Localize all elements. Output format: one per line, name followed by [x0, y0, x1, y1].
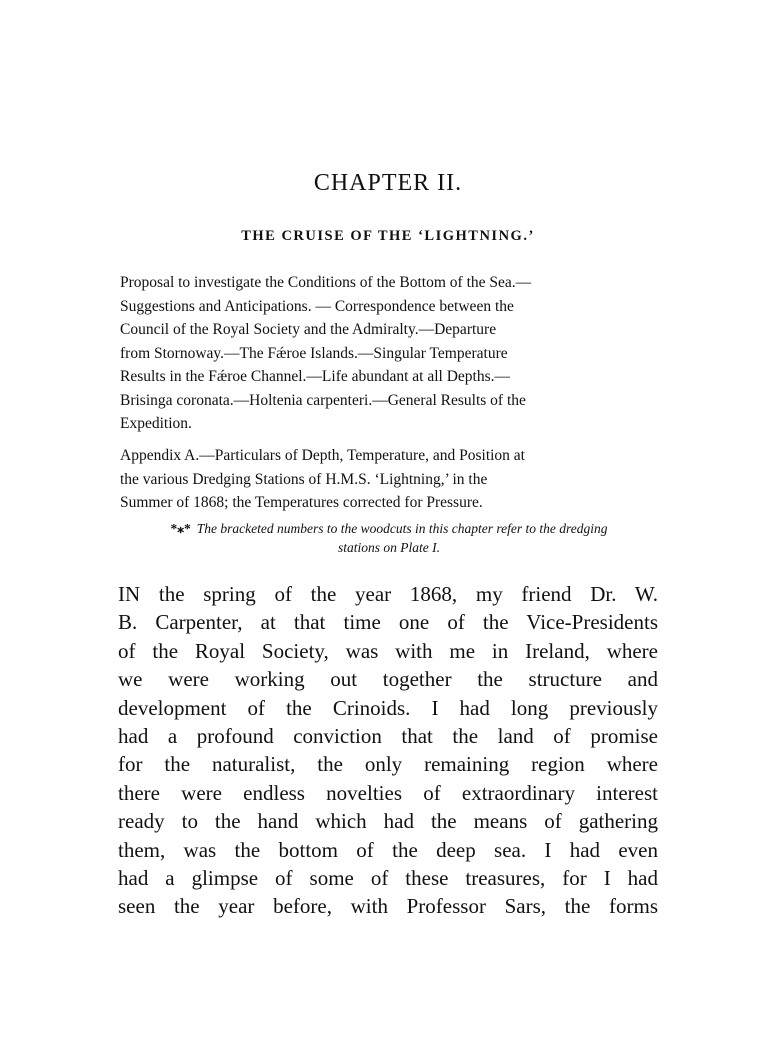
plate-note — [120, 519, 658, 557]
synopsis-line: Results in the Fǽroe Channel.—Life abundant at all Depths.— — [120, 368, 511, 385]
appendix-line: Summer of 1868; the Temperatures corrected for Pressure. — [120, 494, 483, 511]
synopsis-paragraph — [120, 271, 658, 436]
body-line: B. Carpenter, at that time one of the Vice-Presidents — [118, 610, 658, 635]
body-line: had a profound conviction that the land of promise — [118, 724, 658, 749]
body-line: IN the spring of the year 1868, my friend Dr. W. — [118, 582, 658, 606]
appendix-line: Appendix A.—Particulars of Depth, Temperature, and Position at — [120, 447, 525, 464]
chapter-subtitle: THE CRUISE OF THE ‘LIGHTNING.’ — [241, 228, 535, 244]
body-text — [118, 580, 658, 921]
body-line: of the Royal Society, was with me in Ireland, where — [118, 638, 658, 663]
note-line-1: The bracketed numbers to the woodcuts in this chapter refer to the dredging — [196, 521, 608, 536]
synopsis-line: Expedition. — [120, 415, 192, 432]
appendix-summary — [120, 444, 658, 515]
synopsis-line: Suggestions and Anticipations. — Correspondence between the — [120, 297, 514, 315]
synopsis-line: from Stornoway.—The Fǽroe Islands.—Singular Temperature — [120, 344, 508, 362]
appendix-line: the various Dredging Stations of H.M.S. ‘Lightning,’ in the — [120, 470, 488, 488]
note-mark: *⁎* — [170, 521, 191, 536]
body-line: seen the year before, with Professor Sars, the forms — [118, 894, 658, 919]
appendix-paragraph — [120, 444, 658, 515]
body-line: we were working out together the structure and — [118, 667, 658, 692]
body-line: them, was the bottom of the deep sea. I had even — [118, 837, 658, 862]
body-line: for the naturalist, the only remaining region where — [118, 752, 658, 777]
chapter-synopsis — [120, 271, 658, 436]
body-line: had a glimpse of some of these treasures, for I had — [118, 866, 658, 891]
chapter-title: CHAPTER II. — [313, 170, 463, 196]
synopsis-line: Council of the Royal Society and the Admiralty.—Departure — [120, 321, 497, 338]
body-line: there were endless novelties of extraordinary interest — [118, 780, 658, 805]
body-line: ready to the hand which had the means of gathering — [118, 809, 658, 834]
synopsis-line: Proposal to investigate the Conditions of the Bottom of the Sea.— — [120, 274, 532, 291]
synopsis-line: Brisinga coronata.—Holtenia carpenteri.—General Results of the — [120, 391, 526, 409]
body-line: development of the Crinoids. I had long previously — [118, 695, 658, 720]
note-line-2: stations on Plate I. — [338, 540, 440, 555]
